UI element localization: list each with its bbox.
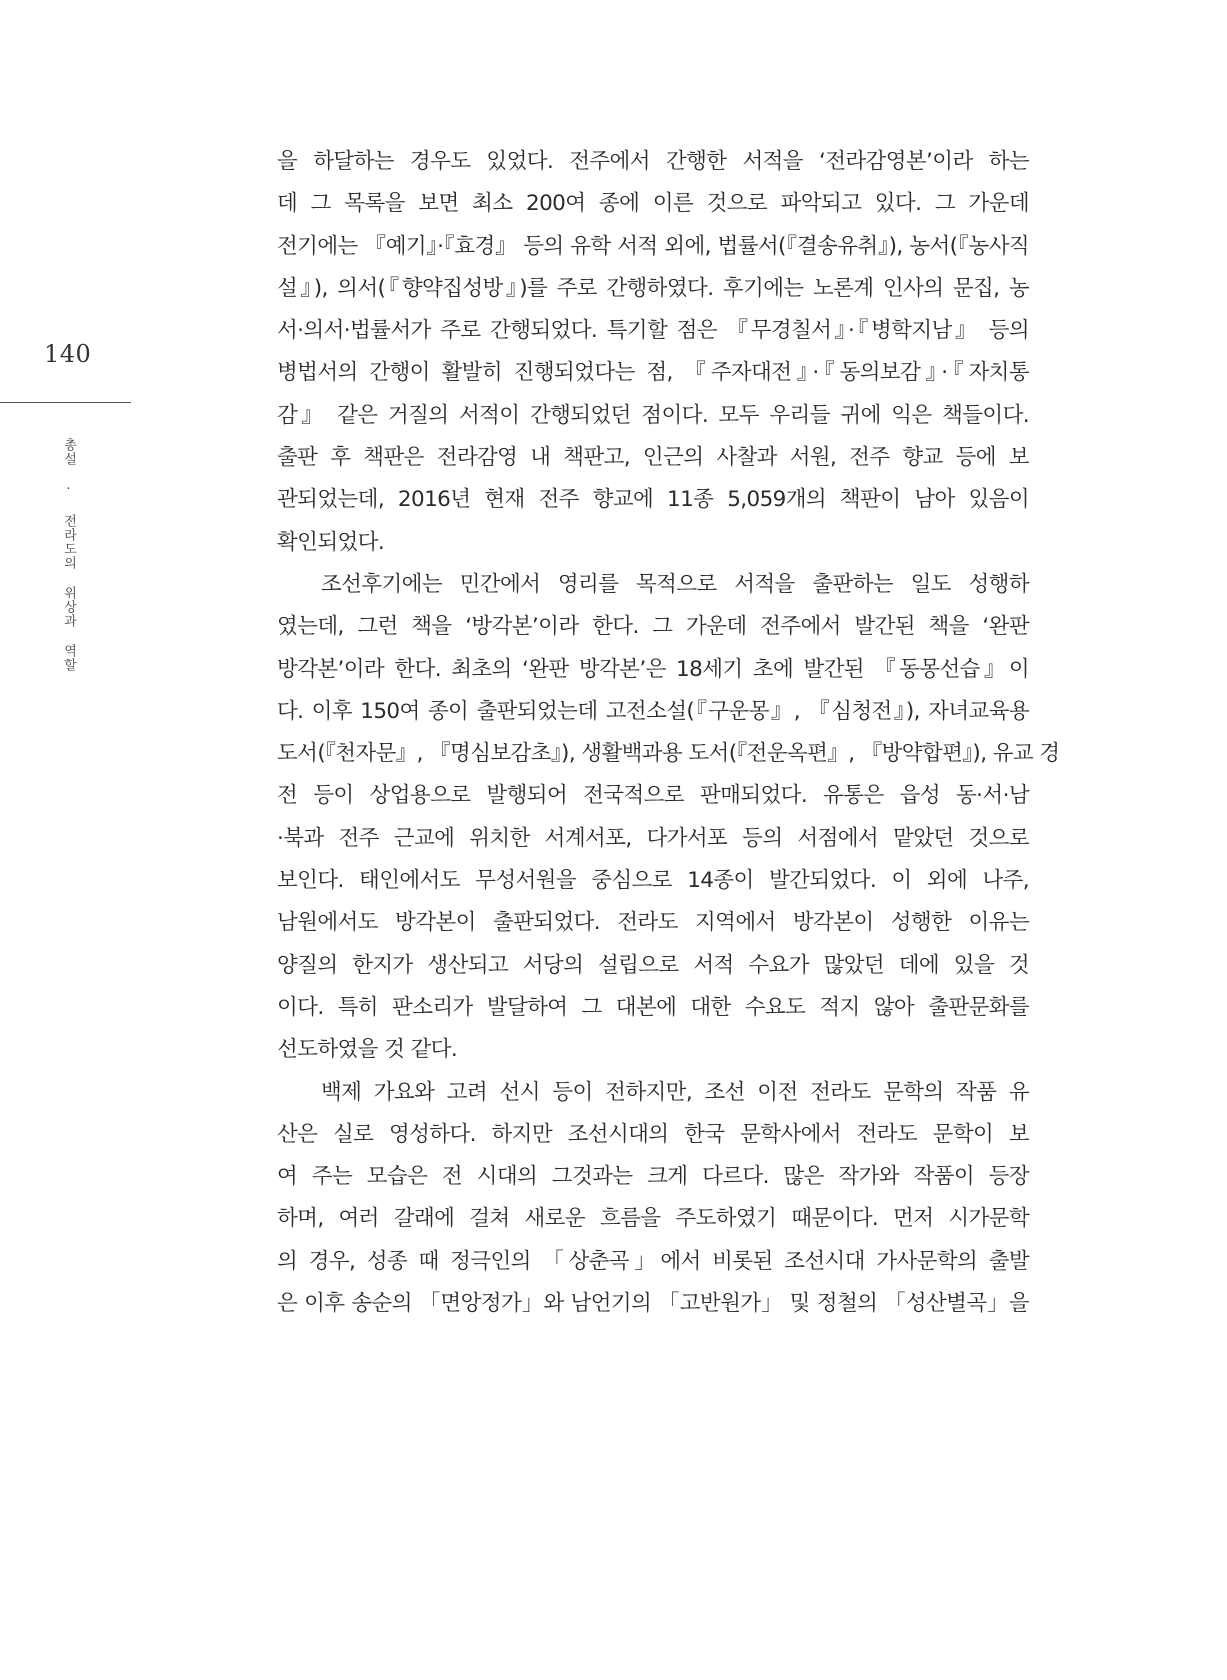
text-line: 설』), 의서(『향약집성방』)를 주로 간행하였다. 후기에는 노론계 인사의 문집, 농 bbox=[277, 275, 1029, 301]
text-line: 을 하달하는 경우도 있었다. 전주에서 간행한 서적을 ‘전라감영본’이라 하는 bbox=[277, 149, 1029, 174]
text-line: 여 주는 모습은 전 시대의 그것과는 크게 다르다. 많은 작가와 작품이 등장 bbox=[277, 1164, 1029, 1190]
text-line: 산은 실로 영성하다. 하지만 조선시대의 한국 문학사에서 전라도 문학이 보 bbox=[277, 1121, 1029, 1147]
text-line: 남원에서도 방각본이 출판되었다. 전라도 지역에서 방각본이 성행한 이유는 bbox=[277, 910, 1029, 936]
text-line: 였는데, 그런 책을 ‘방각본’이라 한다. 그 가운데 전주에서 발간된 책을 ‘완판 bbox=[277, 614, 1029, 640]
text-line: 보인다. 태인에서도 무성서원을 중심으로 14종이 발간되었다. 이 외에 나주, bbox=[277, 868, 1029, 894]
text-line: 은 이후 송순의 「면앙정가」와 남언기의 「고반원가」 및 정철의 「성산별곡」을 bbox=[277, 1291, 1029, 1317]
text-line: 의 경우, 성종 때 정극인의 「상춘곡」에서 비롯된 조선시대 가사문학의 출발 bbox=[277, 1248, 1029, 1274]
text-line: 방각본’이라 한다. 최초의 ‘완판 방각본’은 18세기 초에 발간된 『동몽선습』이 bbox=[277, 656, 1029, 682]
text-line: 전 등이 상업용으로 발행되어 전국적으로 판매되었다. 유통은 읍성 동·서·남 bbox=[277, 783, 1029, 809]
text-line: 다. 이후 150여 종이 출판되었는데 고전소설(『구운몽』, 『심청전』), 자녀교육용 bbox=[277, 698, 1029, 724]
text-line: 감』 같은 거질의 서적이 간행되었던 점이다. 모두 우리들 귀에 익은 책들이다. bbox=[277, 402, 1029, 428]
text-line: 서·의서·법률서가 주로 간행되었다. 특기할 점은 『무경칠서』·『병학지남』 등의 bbox=[277, 318, 1029, 344]
paragraph bbox=[277, 141, 1029, 564]
text-line: 관되었는데, 2016년 현재 전주 향교에 11종 5,059개의 책판이 남아 있음이 bbox=[277, 487, 1029, 513]
text-line: 데 그 목록을 보면 최소 200여 종에 이른 것으로 파악되고 있다. 그 가운데 bbox=[277, 191, 1029, 217]
text-line: 선도하였을 것 같다. bbox=[277, 1037, 458, 1063]
text-line: 하며, 여러 갈래에 걸쳐 새로운 흐름을 주도하였기 때문이다. 먼저 시가문학 bbox=[277, 1206, 1029, 1232]
text-line: 백제 가요와 고려 선시 등이 전하지만, 조선 이전 전라도 문학의 작품 유 bbox=[321, 1079, 1029, 1105]
margin-divider bbox=[0, 402, 131, 403]
text-line: 도서(『천자문』, 『명심보감초』), 생활백과용 도서(『전운옥편』, 『방약합편』), 유교 경 bbox=[277, 741, 1060, 767]
page-number: 140 bbox=[44, 340, 92, 368]
text-line: 병법서의 간행이 활발히 진행되었다는 점, 『주자대전』·『동의보감』·『자치통 bbox=[277, 360, 1029, 386]
text-line: 조선후기에는 민간에서 영리를 목적으로 서적을 출판하는 일도 성행하 bbox=[321, 571, 1029, 597]
text-line: 전기에는 『예기』·『효경』 등의 유학 서적 외에, 법률서(『결송유취』), 농서(『농사직 bbox=[277, 233, 1029, 259]
text-line: 출판 후 책판은 전라감영 내 책판고, 인근의 사찰과 서원, 전주 향교 등에 보 bbox=[277, 445, 1029, 471]
paragraph bbox=[277, 1072, 1029, 1326]
running-head-section-title: 총설 · 전라도의 위상과 역할 bbox=[61, 438, 76, 672]
text-line: 양질의 한지가 생산되고 서당의 설립으로 서적 수요가 많았던 데에 있을 것 bbox=[277, 952, 1029, 978]
text-line: 확인되었다. bbox=[277, 529, 385, 555]
paragraph bbox=[277, 564, 1060, 1072]
body-text bbox=[277, 141, 1060, 1325]
text-line: ·북과 전주 근교에 위치한 서계서포, 다가서포 등의 서점에서 맡았던 것으로 bbox=[277, 825, 1029, 851]
text-line: 이다. 특히 판소리가 발달하여 그 대본에 대한 수요도 적지 않아 출판문화를 bbox=[277, 994, 1029, 1020]
